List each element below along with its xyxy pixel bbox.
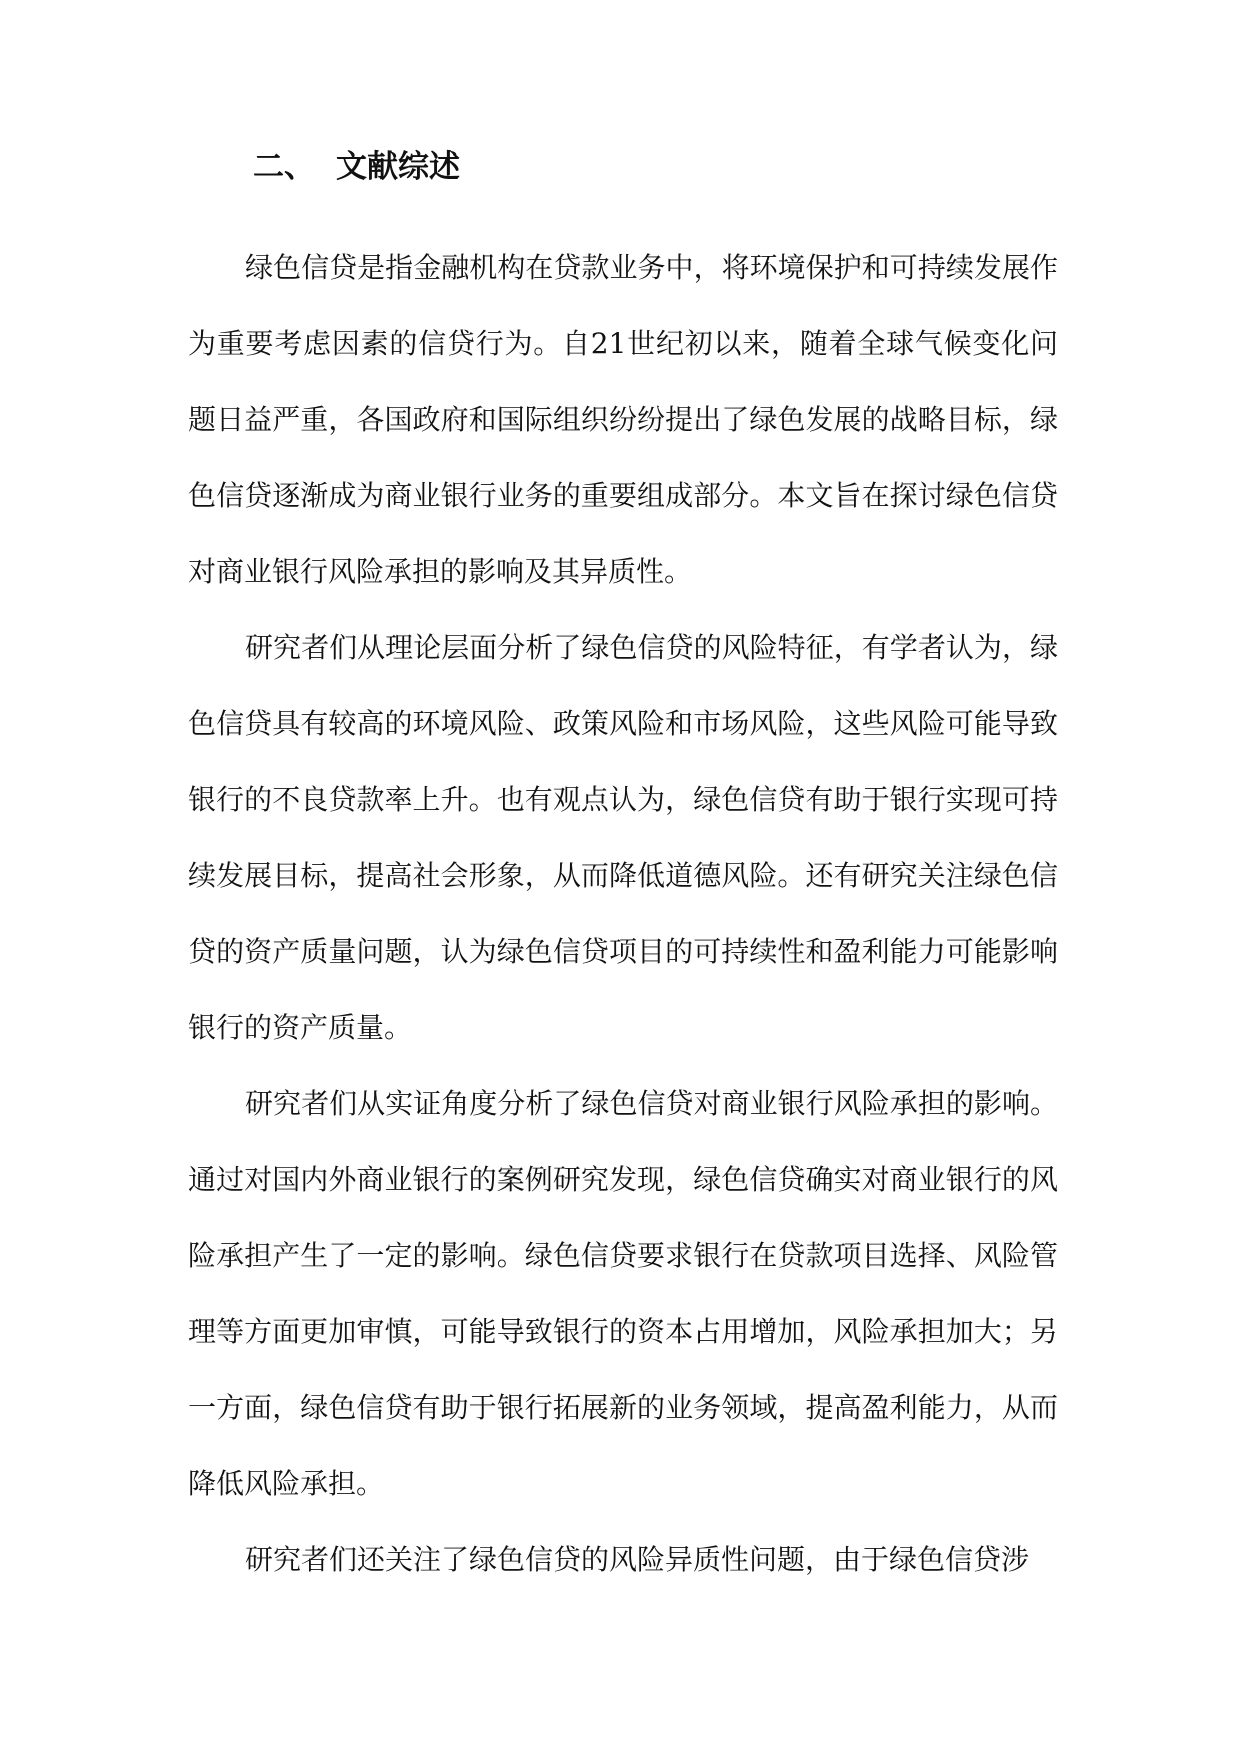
- paragraph-empirical: 研究者们从实证角度分析了绿色信贷对商业银行风险承担的影响。通过对国内外商业银行的案例研究发现，绿色信贷确实对商业银行的风险承担产生了一定的影响。绿色信贷要求银行在贷款项目选择、风险管理等方面更加审慎，可能导致银行的资本占用增加，风险承担加大；另一方面，绿色信贷有助于银行拓展新的业务领域，提高盈利能力，从而降低风险承担。: [188, 1087, 1058, 1500]
- paragraph-heterogeneity: 研究者们还关注了绿色信贷的风险异质性问题，由于绿色信贷涉: [245, 1543, 1030, 1576]
- paragraph-theory: 研究者们从理论层面分析了绿色信贷的风险特征，有学者认为，绿色信贷具有较高的环境风险、政策风险和市场风险，这些风险可能导致银行的不良贷款率上升。也有观点认为，绿色信贷有助于银行实现可持续发展目标，提高社会形象，从而降低道德风险。还有研究关注绿色信贷的资产质量问题，认为绿色信贷项目的可持续性和盈利能力可能影响银行的资产质量。: [188, 631, 1058, 1044]
- section-heading: [253, 147, 460, 187]
- section-title: 文献综述: [336, 149, 460, 185]
- paragraph-definition: 绿色信贷是指金融机构在贷款业务中，将环境保护和可持续发展作为重要考虑因素的信贷行为。自21世纪初以来，随着全球气候变化问题日益严重，各国政府和国际组织纷纷提出了绿色发展的战略目标，绿色信贷逐渐成为商业银行业务的重要组成部分。本文旨在探讨绿色信贷对商业银行风险承担的影响及其异质性。: [188, 251, 1058, 588]
- section-number: 二、: [253, 149, 315, 185]
